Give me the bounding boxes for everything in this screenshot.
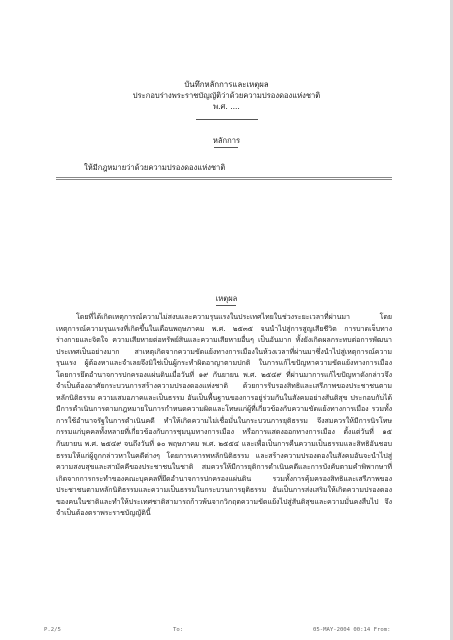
principle-heading: หลักการ xyxy=(212,136,241,145)
reason-heading-underline xyxy=(216,305,236,306)
reason-heading: เหตุผล xyxy=(215,294,238,303)
memo-subtitle: ประกอบร่างพระราชบัญญัติว่าด้วยความปรองดองแห่งชาติ xyxy=(132,91,321,100)
section-rule-2 xyxy=(56,179,392,180)
fax-header-mid: To: xyxy=(173,627,184,633)
fax-header-left: 05-MAY-2004 00:14 From: xyxy=(313,627,391,633)
principle-text: ให้มีกฎหมายว่าด้วยความปรองดองแห่งชาติ xyxy=(84,163,226,172)
reason-paragraph: โดยที่ได้เกิดเหตุการณ์ความไม่สงบและความรุนแรงในประเทศไทยในช่วงระยะเวลาที่ผ่านมา โดยเหตุการณ์ความรุนแรงที่เกิดขึ้นในเดือนพฤษภาคม พ.ศ. ๒๕๓๕ จนนำไปสู่การสูญเสียชีวิต การบาดเจ็บทางร่างกายและจิตใจ ความเสียหายต่อทรัพย์สินและความเสียหายอื่นๆ เป็นอันมาก ทั้งยังเกิดผลกระทบต่อการพัฒนาประเทศเป็นอย่างมาก สาเหตุเกิดจากความขัดแย้งทางการเมืองในห้วงเวลาที่ผ่านมาซึ่งนำไปสู่เหตุการณ์ความรุนแรง ผู้ต้องหาและจำเลยจึงมิใช่เป็นผู้กระทำผิดอาญาตามปกติ ในการแก้ไขปัญหาความขัดแย้งทางการเมืองโดยการยึดอำนาจการปกครองแผ่นดินเมื่อวันที่ ๑๙ กันยายน พ.ศ. ๒๕๔๙ ที่ผ่านมาการแก้ไขปัญหาดังกล่าวจึงจำเป็นต้องอาศัยกระบวนการสร้างความปรองดองแห่งชาติ ด้วยการรับรองสิทธิและเสรีภาพของประชาชนตามหลักนิติธรรม ความเสมอภาคและเป็นธรรม อันเป็นพื้นฐานของการอยู่ร่วมกันในสังคมอย่างสันติสุข ประกอบกับได้มีการดำเนินการตามกฎหมายในการกำหนดความผิดและโทษแก่ผู้ที่เกี่ยวข้องกับความขัดแย้งทางการเมือง รวมทั้งการใช้อำนาจรัฐในการดำเนินคดี ทำให้เกิดความไม่เชื่อมั่นในกระบวนการยุติธรรม จึงสมควรให้มีการนิรโทษกรรมแก่บุคคลทั้งหลายที่เกี่ยวข้องกับการชุมนุมทางการเมือง หรือการแสดงออกทางการเมือง ตั้งแต่วันที่ ๑๕ กันยายน พ.ศ. ๒๕๔๙ จนถึงวันที่ ๑๐ พฤษภาคม พ.ศ. ๒๕๕๔ และเพื่อเป็นการคืนความเป็นธรรมและสิทธิอันชอบธรรมให้แก่ผู้ถูกกล่าวหาในคดีต่างๆ โดยการเคารพหลักนิติธรรม และสร้างความปรองดองในสังคมอันจะนำไปสู่ความสงบสุขและสามัคคีของประชาชนในชาติ สมควรให้มีการยุติการดำเนินคดีและการบังคับตามคำพิพากษาที่เกิดจากการกระทำของคณะบุคคลที่ยึดอำนาจการปกครองแผ่นดิน รวมทั้งการคุ้มครองสิทธิและเสรีภาพของประชาชนตามหลักนิติธรรมและความเป็นธรรมในกระบวนการยุติธรรม อันเป็นการส่งเสริมให้เกิดความปรองดองของคนในชาติและทำให้ประเทศชาติสามารถก้าวพ้นจากวิกฤตความขัดแย้งไปสู่สันติสุขและความมั่นคงสืบไป จึงจำเป็นต้องตราพระราชบัญญัตินี้ xyxy=(56,312,392,518)
memo-title: บันทึกหลักการและเหตุผล xyxy=(184,80,269,89)
section-rule-1 xyxy=(56,177,392,178)
memo-year: พ.ศ. .... xyxy=(213,102,240,111)
principle-heading-underline xyxy=(214,147,238,148)
title-divider xyxy=(196,119,258,120)
fax-page-number: P.2/5 xyxy=(44,627,61,633)
